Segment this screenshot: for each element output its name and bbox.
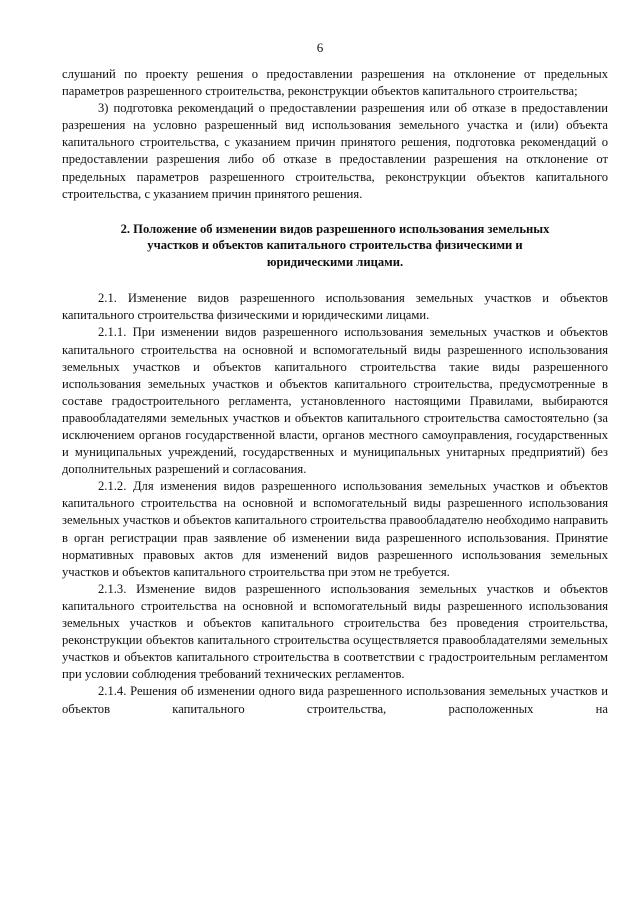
paragraph-2-1-4: 2.1.4. Решения об изменении одного вида разрешенного использования земельных участков и объектов капитального строительства, расположенных на: [62, 684, 608, 716]
section-heading: [62, 221, 608, 271]
paragraph-2-1-1: 2.1.1. При изменении видов разрешенного использования земельных участков и объектов капитального строительства на основной и вспомогательный виды разрешенного использования земельных участков и объектов капитального строительства такие виды разрешенного использования земельных участков и объектов капитального строительства, предусмотренные в составе градостроительного регламента, установленного настоящими Правилами, выбираются правообладателями земельных участков и объектов капитального строительства самостоятельно (за исключением органов государственной власти, органов местного самоуправления, государственных и муниципальных учреждений, государственных и муниципальных унитарных предприятий) без дополнительных разрешений и согласования.: [62, 325, 608, 477]
section-heading-line: юридическими лицами.: [266, 254, 404, 269]
document-body: [62, 66, 608, 718]
section-heading-line: участков и объектов капитального строительства физическими и: [147, 238, 523, 253]
page-number: 6: [316, 40, 324, 55]
paragraph-continued: слушаний по проекту решения о предоставлении разрешения на отклонение от предельных параметров разрешенного строительства, реконструкции объектов капитального строительства;: [62, 67, 608, 99]
paragraph-2-1-2: 2.1.2. Для изменения видов разрешенного использования земельных участков и объектов капитального строительства на основной и вспомогательный виды разрешенного использования земельных участков и объектов капитального строительства правообладателю необходимо направить в орган регистрации прав заявление об изменении вида разрешенного использования. Принятие нормативных правовых актов для изменений видов разрешенного использования земельных участков и объектов капитального строительства при этом не требуется.: [62, 479, 608, 579]
paragraph-item-3: 3) подготовка рекомендаций о предоставлении разрешения или об отказе в предоставлении разрешения на условно разрешенный вид использования земельного участка и (или) объекта капитального строительства, с указанием причин принятого решения, подготовка рекомендаций о предоставлении разрешения либо об отказе в предоставлении разрешения на отклонение от предельных параметров разрешенного строительства, реконструкции объектов капитального строительства, с указанием причин принятого решения.: [62, 101, 608, 201]
paragraph-2-1-3: 2.1.3. Изменение видов разрешенного использования земельных участков и объектов капитального строительства на основной и вспомогательный виды разрешенного использования земельных участков и объектов капитального строительства без проведения строительства, реконструкции объектов капитального строительства осуществляется правообладателями земельных участков и объектов капитального строительства в соответствии с градостроительным регламентом при условии соблюдения требований технических регламентов.: [62, 581, 608, 682]
section-heading-line: 2. Положение об изменении видов разрешенного использования земельных: [120, 221, 550, 236]
paragraph-2-1: 2.1. Изменение видов разрешенного использования земельных участков и объектов капитального строительства физическими и юридическими лицами.: [62, 291, 608, 323]
